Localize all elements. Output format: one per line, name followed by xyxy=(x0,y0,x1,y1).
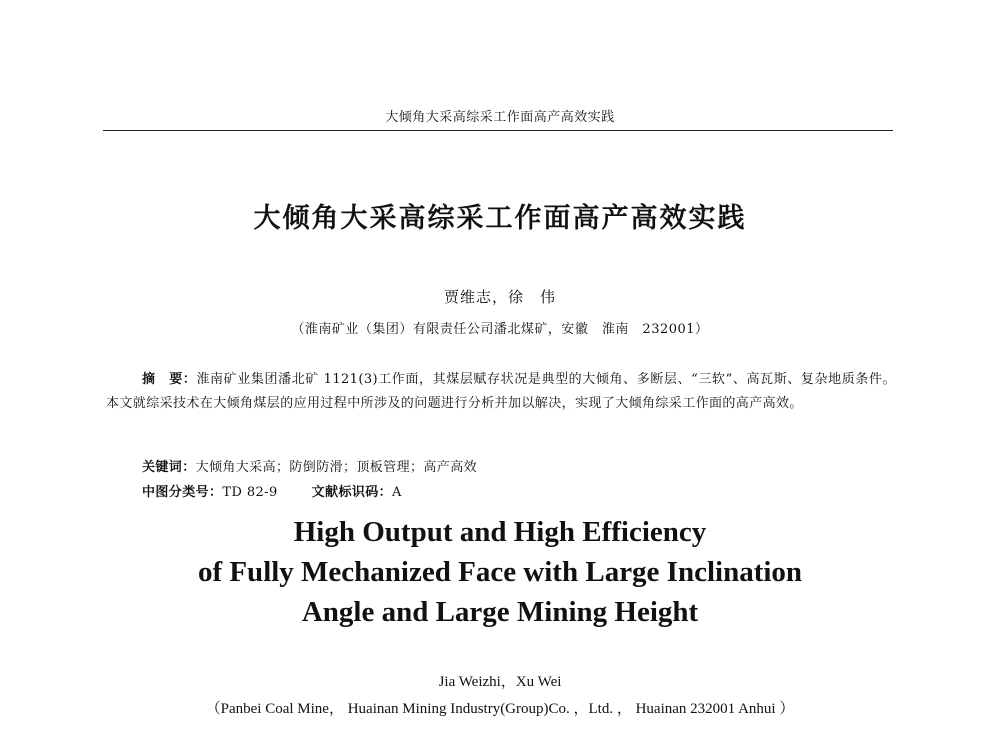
paper-title-en-line-1: High Output and High Efficiency xyxy=(293,516,707,548)
abstract-label: 摘 要： xyxy=(142,372,197,387)
authors-en: Jia Weizhi，Xu Wei xyxy=(438,674,562,690)
doc-code xyxy=(312,485,402,500)
paper-title-en xyxy=(0,512,1000,632)
paper-title-en-line-3: Angle and Large Mining Height xyxy=(301,596,699,628)
classification-value: TD 82-9 xyxy=(222,485,278,500)
doc-code-label: 文献标识码： xyxy=(311,485,393,500)
keywords-label: 关键词： xyxy=(142,460,196,475)
authors-cn: 贾维志，徐 伟 xyxy=(443,288,556,306)
affiliation-en: （Panbei Coal Mine， Huainan Mining Industry(Group)Co. ，Ltd. ， Huainan 232001 Anhui ） xyxy=(205,701,795,717)
keywords-line xyxy=(142,456,477,475)
affiliation-cn: （淮南矿业（集团）有限责任公司潘北煤矿，安徽 淮南 232001） xyxy=(291,322,709,337)
keywords-text: 大倾角大采高；防倒防滑；顶板管理；高产高效 xyxy=(195,460,478,475)
header-rule xyxy=(103,130,893,131)
paper-title-en-line-2: of Fully Mechanized Face with Large Inclination xyxy=(197,556,803,588)
classification-line xyxy=(142,481,402,500)
abstract-cn xyxy=(106,368,896,416)
running-header: 大倾角大采高综采工作面高产高效实践 xyxy=(385,110,615,125)
abstract-text: 淮南矿业集团潘北矿 1121(3)工作面，其煤层赋存状况是典型的大倾角、多断层、“三软”、高瓦斯、复杂地质条件。本文就综采技术在大倾角煤层的应用过程中所涉及的问题进行分析并加以解决，实现了大倾角综采工作面的高产高效。 xyxy=(106,372,896,411)
doc-code-value: A xyxy=(392,485,402,500)
paper-title-cn: 大倾角大采高综采工作面高产高效实践 xyxy=(253,203,747,234)
classification-label: 中图分类号： xyxy=(142,485,223,500)
